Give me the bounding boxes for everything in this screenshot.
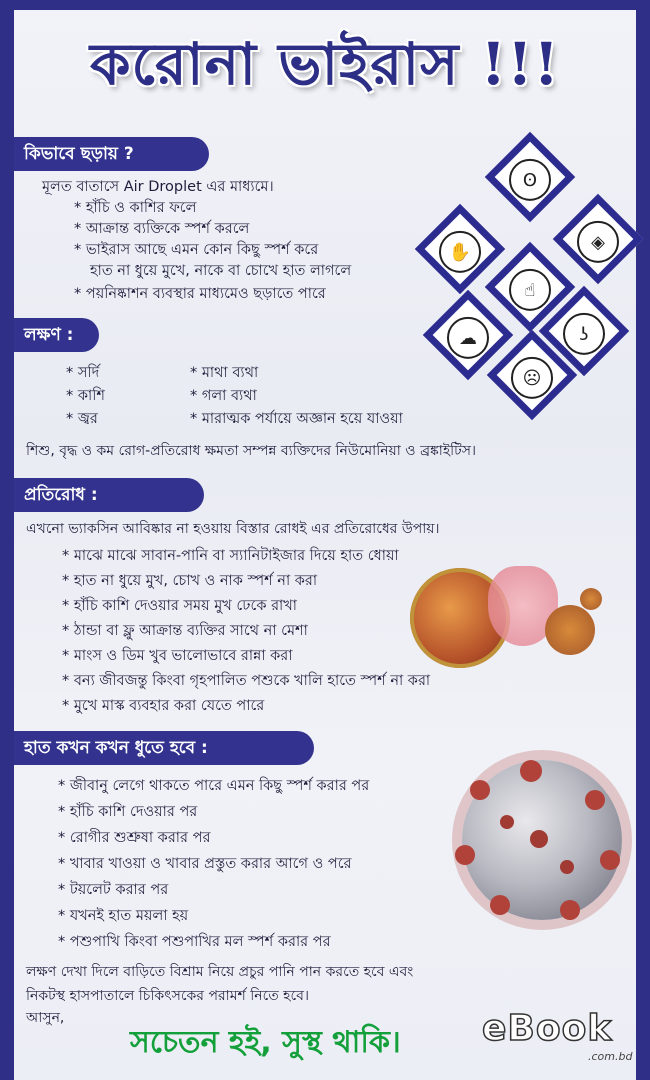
spread-item: হাত না ধুয়ে মুখে, নাকে বা চোখে হাত লাগলে <box>90 263 352 279</box>
right-border <box>636 0 650 1080</box>
spread-item: * ভাইরাস আছে এমন কোন কিছু স্পর্শ করে <box>74 239 318 263</box>
brand-domain: .com.bd <box>588 1050 633 1063</box>
infected-object-icon: ◈ <box>553 194 644 285</box>
handwash-item: * জীবানু লেগে থাকতে পারে এমন কিছু স্পর্শ করার পর <box>58 775 369 799</box>
prevention-item: * মাংস ও ডিম খুব ভালোভাবে রান্না করা <box>62 645 292 669</box>
prevention-item: * ঠান্ডা বা ফ্লু আক্রান্ত ব্যক্তির সাথে না মেশা <box>62 620 308 644</box>
prevention-item: * হাঁচি কাশি দেওয়ার সময় মুখ ঢেকে রাখা <box>62 595 297 619</box>
symptom-item: * কাশি <box>66 385 105 409</box>
prevention-heading: প্রতিরোধ : <box>14 478 204 512</box>
handwash-item: * যখনই হাত ময়লা হয় <box>58 905 188 929</box>
symptom-item: * গলা ব্যথা <box>190 385 257 409</box>
prevention-item: * বন্য জীবজন্তু কিংবা গৃহপালিত পশুকে খালি হাতে স্পর্শ না করা <box>62 670 430 694</box>
spread-intro: মূলত বাতাসে Air Droplet এর মাধ্যমে। <box>42 179 274 195</box>
nose-icon: ʖ <box>539 286 630 377</box>
transmission-icons <box>408 135 638 405</box>
closing-text: আসুন, <box>26 1010 65 1026</box>
handwash-item: * খাবার খাওয়া ও খাবার প্রস্তুত করার আগে ও পরে <box>58 853 352 877</box>
brand-logo: eBook <box>482 1008 613 1049</box>
symptom-item: * মাথা ব্যথা <box>190 362 258 386</box>
handwash-item: * রোগীর শুশ্রুষা করার পর <box>58 827 210 851</box>
left-border <box>0 0 14 1080</box>
prevention-item: * হাত না ধুয়ে মুখ, চোখ ও নাক স্পর্শ না করা <box>62 570 317 594</box>
slogan: সচেতন হই, সুস্থ থাকি। <box>130 1025 401 1060</box>
advice-line-1: লক্ষণ দেখা দিলে বাড়িতে বিশ্রাম নিয়ে প্রচুর পানি পান করতে হবে এবং <box>26 964 414 980</box>
cough-icon: ☁ <box>423 290 514 381</box>
handwash-heading: হাত কখন কখন ধুতে হবে : <box>14 731 314 765</box>
prevention-item: * মুখে মাস্ক ব্যবহার করা যেতে পারে <box>62 695 264 719</box>
symptoms-heading: লক্ষণ : <box>14 318 99 352</box>
spread-heading: কিভাবে ছড়ায় ? <box>14 137 209 171</box>
symptom-item: * জ্বর <box>66 408 98 432</box>
sneeze-icon: ʘ <box>485 132 576 223</box>
advice-line-2: নিকটস্থ হাসপাতালে চিকিৎসকের পরামর্শ নিতে হবে। <box>26 988 309 1004</box>
prevention-item: * মাঝে মাঝে সাবান-পানি বা স্যানিটাইজার দিয়ে হাত ধোয়া <box>62 545 399 569</box>
top-border <box>0 0 650 10</box>
poster-title: করোনা ভাইরাস !!! <box>89 30 561 98</box>
symptoms-note: শিশু, বৃদ্ধ ও কম রোগ-প্রতিরোধ ক্ষমতা সম্পন্ন ব্যক্তিদের নিউমোনিয়া ও ব্রঙ্কাইটিস। <box>26 443 477 459</box>
prevention-intro: এখনো ভ্যাকসিন আবিষ্কার না হওয়ায় বিস্তার রোধই এর প্রতিরোধের উপায়। <box>26 521 440 537</box>
handwash-item: * হাঁচি কাশি দেওয়ার পর <box>58 801 197 825</box>
touch-icon: ☝ <box>485 242 576 333</box>
handshake-icon: ✋ <box>415 204 506 295</box>
symptom-item: * মারাত্মক পর্যায়ে অজ্ঞান হয়ে যাওয়া <box>190 408 403 432</box>
symptom-item: * সর্দি <box>66 362 99 386</box>
spread-item: * আক্রান্ত ব্যক্তিকে স্পর্শ করলে <box>74 218 249 242</box>
sick-face-icon: ☹ <box>487 330 578 421</box>
handwash-item: * টয়লেট করার পর <box>58 879 168 903</box>
spread-item: * হাঁচি ও কাশির ফলে <box>74 197 196 221</box>
spread-item: * পয়নিষ্কাশন ব্যবস্থার মাধ্যমেও ছড়াতে পারে <box>74 283 326 307</box>
handwash-item: * পশুপাখি কিংবা পশুপাখির মল স্পর্শ করার পর <box>58 931 331 955</box>
